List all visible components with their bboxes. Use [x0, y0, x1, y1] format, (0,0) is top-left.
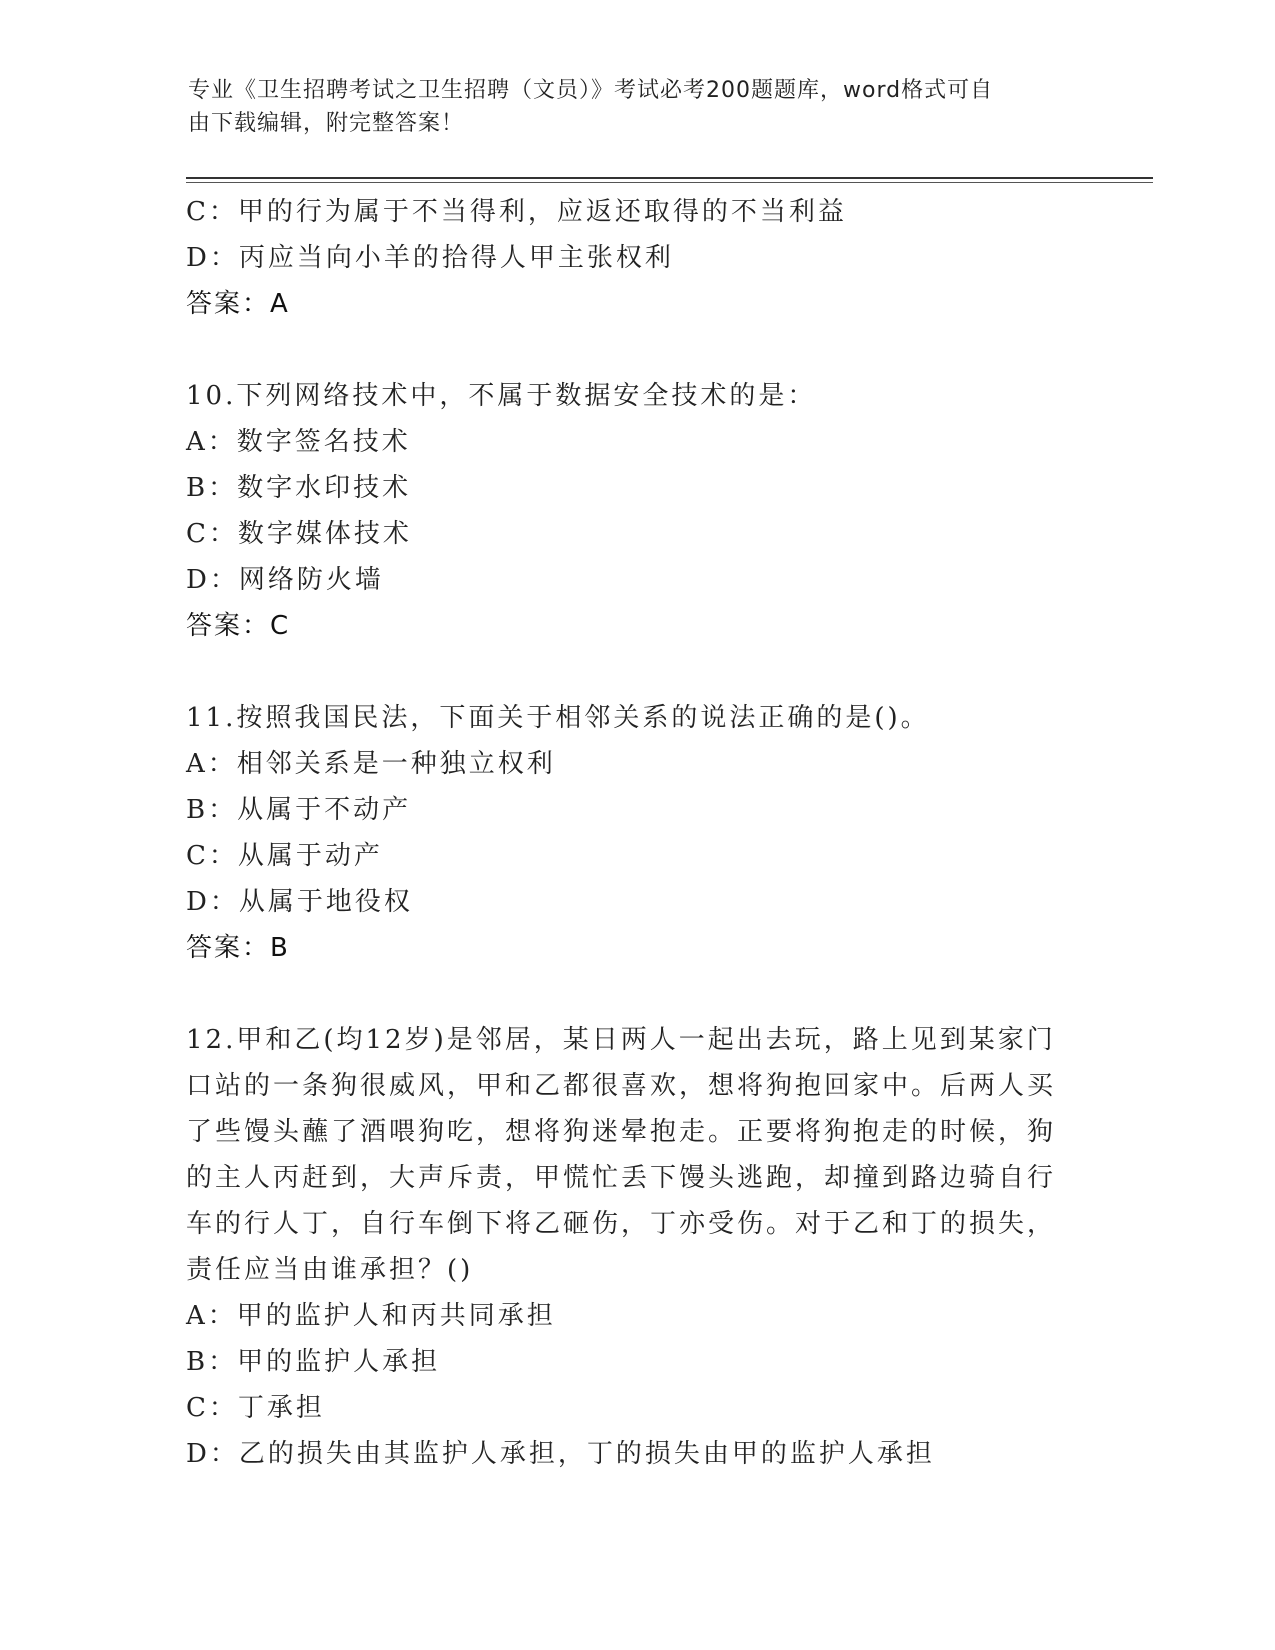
q11-option-a: A：相邻关系是一种独立权利 [186, 749, 556, 779]
header-line-1: 专业《卫生招聘考试之卫生招聘（文员）》考试必考200题题库，word格式可自 [188, 78, 994, 103]
spacer [186, 649, 1066, 695]
question-list [186, 189, 1066, 1477]
q11-option-b: B：从属于不动产 [186, 795, 412, 825]
q12-option-a: A：甲的监护人和丙共同承担 [186, 1301, 556, 1331]
q10-stem: 10.下列网络技术中，不属于数据安全技术的是： [186, 381, 817, 411]
q11-answer: 答案：B [186, 933, 290, 963]
q11-stem: 11.按照我国民法，下面关于相邻关系的说法正确的是()。 [186, 703, 930, 733]
q11-option-c: C：从属于动产 [186, 841, 383, 871]
q12-stem-line: 车的行人丁，自行车倒下将乙砸伤，丁亦受伤。对于乙和丁的损失， [186, 1209, 1057, 1239]
spacer [186, 971, 1066, 1017]
question-11 [186, 695, 1066, 971]
q10-option-d: D：网络防火墙 [186, 565, 384, 595]
q9-option-c: C：甲的行为属于不当得利，应返还取得的不当利益 [186, 197, 847, 227]
question-10 [186, 373, 1066, 649]
q10-option-c: C：数字媒体技术 [186, 519, 412, 549]
header-divider-thick [186, 177, 1153, 179]
q12-option-b: B：甲的监护人承担 [186, 1347, 441, 1377]
q12-option-d: D：乙的损失由其监护人承担，丁的损失由甲的监护人承担 [186, 1439, 935, 1469]
question-9 [186, 189, 1066, 327]
q9-option-d: D：丙应当向小羊的拾得人甲主张权利 [186, 243, 674, 273]
q12-stem-line: 责任应当由谁承担？() [186, 1255, 474, 1285]
q10-option-a: A：数字签名技术 [186, 427, 411, 457]
q12-stem-line: 了些馒头蘸了酒喂狗吃，想将狗迷晕抱走。正要将狗抱走的时候，狗 [186, 1117, 1057, 1147]
q12-stem [186, 1017, 1056, 1293]
q9-answer: 答案：A [186, 289, 290, 319]
question-12 [186, 1017, 1066, 1477]
q12-option-c: C：丁承担 [186, 1393, 325, 1423]
q10-option-b: B：数字水印技术 [186, 473, 412, 503]
spacer [186, 327, 1066, 373]
header-line-2: 由下载编辑，附完整答案！ [188, 111, 465, 136]
q10-answer: 答案：C [186, 611, 291, 641]
q11-option-d: D：从属于地役权 [186, 887, 413, 917]
header-divider-thin [186, 182, 1153, 183]
document-header [188, 74, 1068, 140]
q12-stem-line: 口站的一条狗很威风，甲和乙都很喜欢，想将狗抱回家中。后两人买 [186, 1071, 1057, 1101]
q12-stem-line: 的主人丙赶到，大声斥责，甲慌忙丢下馒头逃跑，却撞到路边骑自行 [186, 1163, 1057, 1193]
q12-stem-line: 12.甲和乙(均12岁)是邻居，某日两人一起出去玩，路上见到某家门 [186, 1025, 1056, 1055]
